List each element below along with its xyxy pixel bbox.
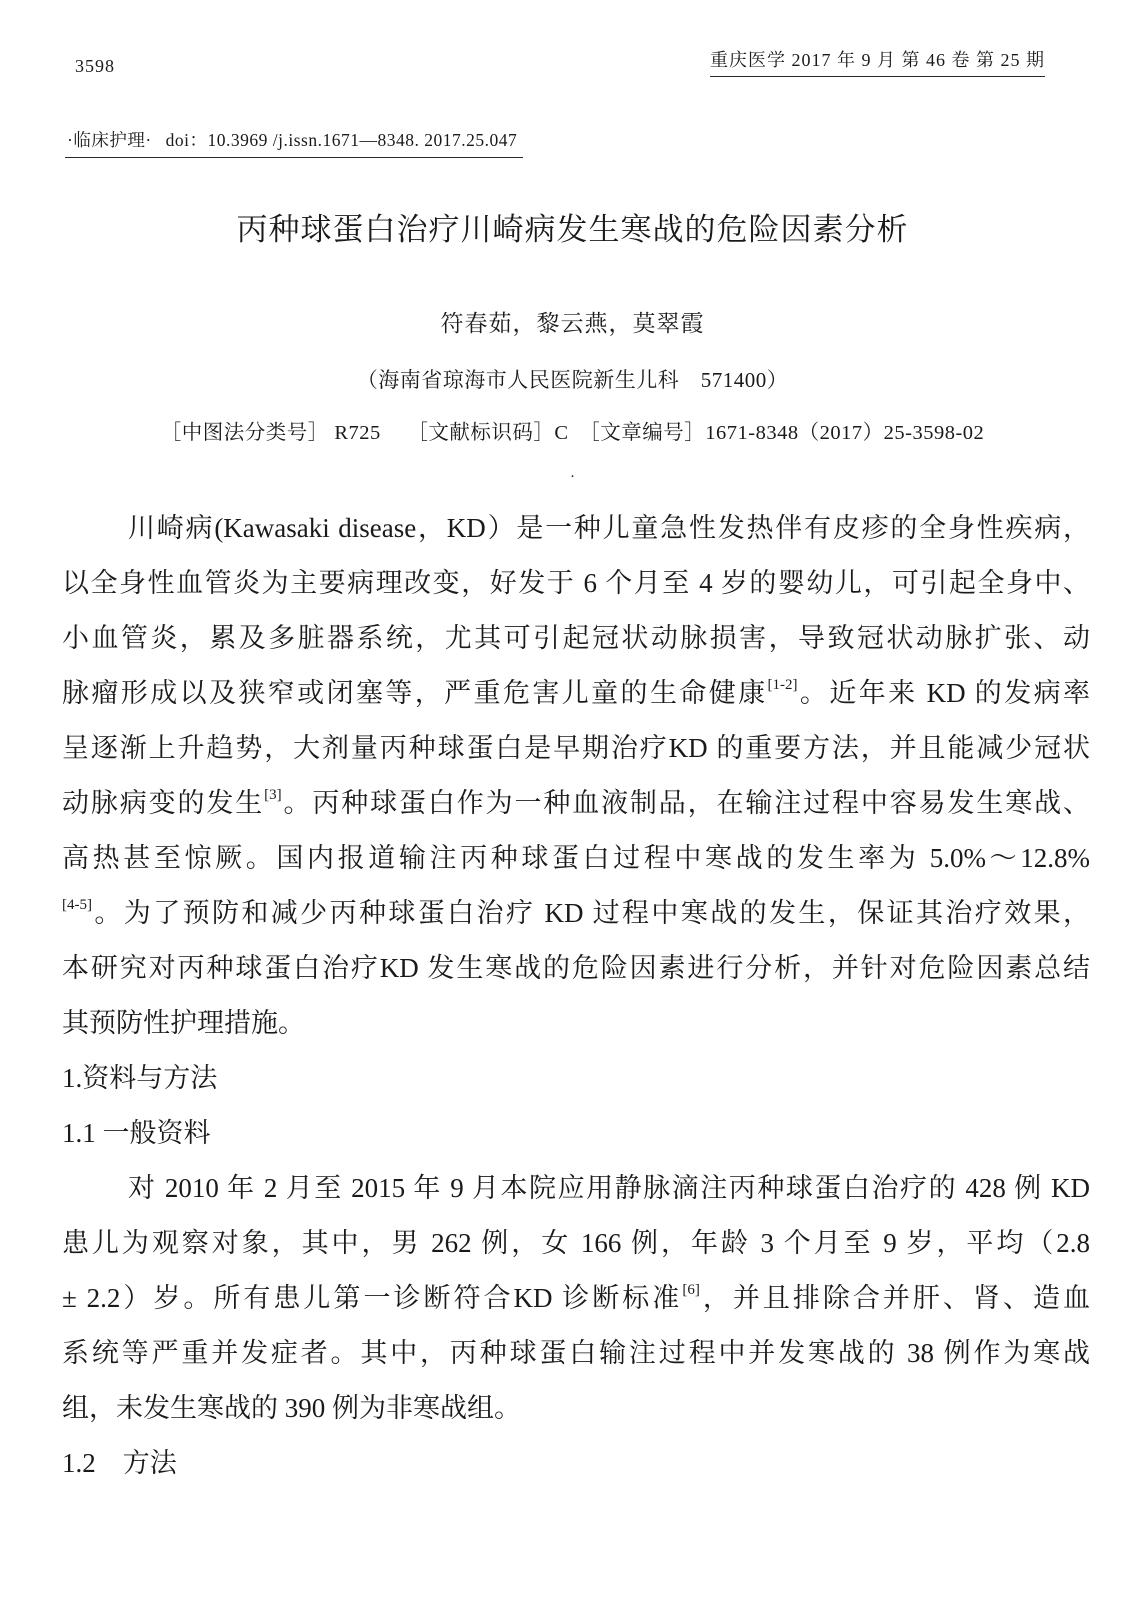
running-head xyxy=(0,0,1145,77)
body-text: 川崎病(Kawasaki disease，KD）是一种儿童急性发热伴有皮疹的全身性疾病， xyxy=(128,513,1090,543)
article-body xyxy=(62,501,1090,1491)
body-line xyxy=(62,1161,1090,1216)
body-line xyxy=(62,611,1090,666)
body-line xyxy=(62,1216,1090,1271)
article-title: 丙种球蛋白治疗川崎病发生寒战的危险因素分析 xyxy=(236,212,909,247)
body-line xyxy=(62,831,1090,886)
authors: 符春茹，黎云燕，莫翠霞 xyxy=(440,311,705,336)
body-text: 患儿为观察对象，其中，男 262 例，女 166 例，年龄 3 个月至 9 岁，平均（2.8 xyxy=(62,1228,1090,1258)
body-text: 其预防性护理措施。 xyxy=(62,1008,305,1038)
doi-line xyxy=(65,127,523,158)
doi-row xyxy=(65,127,1145,158)
body-text: ± 2.2）岁。所有患儿第一诊断符合KD 诊断标准 xyxy=(62,1283,683,1313)
citation-superscript: [1-2] xyxy=(767,677,798,693)
body-text: 小血管炎，累及多脏器系统，尤其可引起冠状动脉损害，导致冠状动脉扩张、动 xyxy=(62,623,1090,653)
body-line xyxy=(62,501,1090,556)
journal-header: 重庆医学 2017 年 9 月 第 46 卷 第 25 期 xyxy=(710,46,1045,77)
body-text: 1.1 一般资料 xyxy=(62,1118,211,1148)
body-text: 。近年来 KD 的发病率 xyxy=(797,678,1090,708)
body-line xyxy=(62,776,1090,831)
meta-line: ［中图法分类号］ R725 ［文献标识码］C ［文章编号］1671-8348（2017）25-3598-02 xyxy=(160,422,985,444)
section-heading xyxy=(62,1436,1090,1491)
stray-dot: . xyxy=(570,465,575,481)
body-text: 高热甚至惊厥。国内报道输注丙种球蛋白过程中寒战的发生率为 5.0%～12.8% xyxy=(62,843,1090,873)
body-line xyxy=(62,721,1090,776)
body-text: 以全身性血管炎为主要病理改变，好发于 6 个月至 4 岁的婴幼儿，可引起全身中、 xyxy=(62,568,1090,598)
section-heading xyxy=(62,1051,1090,1106)
body-text: 对 2010 年 2 月至 2015 年 9 月本院应用静脉滴注丙种球蛋白治疗的 428 例 KD xyxy=(128,1173,1090,1203)
citation-superscript: [6] xyxy=(682,1282,700,1298)
body-text: 组，未发生寒战的 390 例为非寒战组。 xyxy=(62,1393,521,1423)
section-label: ·临床护理· xyxy=(67,130,152,150)
page-number: 3598 xyxy=(75,56,115,76)
body-line xyxy=(62,886,1090,941)
section-heading xyxy=(62,1106,1090,1161)
body-text: 本研究对丙种球蛋白治疗KD 发生寒战的危险因素进行分析，并针对危险因素总结 xyxy=(62,953,1090,983)
body-line xyxy=(62,556,1090,611)
body-line xyxy=(62,666,1090,721)
body-text: ，并且排除合并肝、肾、造血 xyxy=(699,1283,1090,1313)
body-text: 1.2 方法 xyxy=(62,1448,177,1478)
doi-text: doi：10.3969 /j.issn.1671—8348. 2017.25.047 xyxy=(165,130,518,150)
citation-superscript: [3] xyxy=(264,787,282,803)
affiliation: （海南省琼海市人民医院新生儿科 571400） xyxy=(356,368,789,392)
body-text: 脉瘤形成以及狭窄或闭塞等，严重危害儿童的生命健康 xyxy=(62,678,768,708)
citation-superscript: [4-5] xyxy=(62,897,92,913)
body-text: 。为了预防和减少丙种球蛋白治疗 KD 过程中寒战的发生，保证其治疗效果， xyxy=(92,898,1090,928)
body-text: 。丙种球蛋白作为一种血液制品，在输注过程中容易发生寒战、 xyxy=(281,788,1091,818)
body-line xyxy=(62,941,1090,996)
body-text: 系统等严重并发症者。其中，丙种球蛋白输注过程中并发寒战的 38 例作为寒战 xyxy=(62,1338,1090,1368)
body-line xyxy=(62,996,1090,1051)
body-text: 1.资料与方法 xyxy=(62,1063,218,1093)
body-line xyxy=(62,1381,1090,1436)
body-text: 呈逐渐上升趋势，大剂量丙种球蛋白是早期治疗KD 的重要方法，并且能减少冠状 xyxy=(62,733,1090,763)
body-line xyxy=(62,1326,1090,1381)
body-line xyxy=(62,1271,1090,1326)
body-text: 动脉病变的发生 xyxy=(62,788,265,818)
